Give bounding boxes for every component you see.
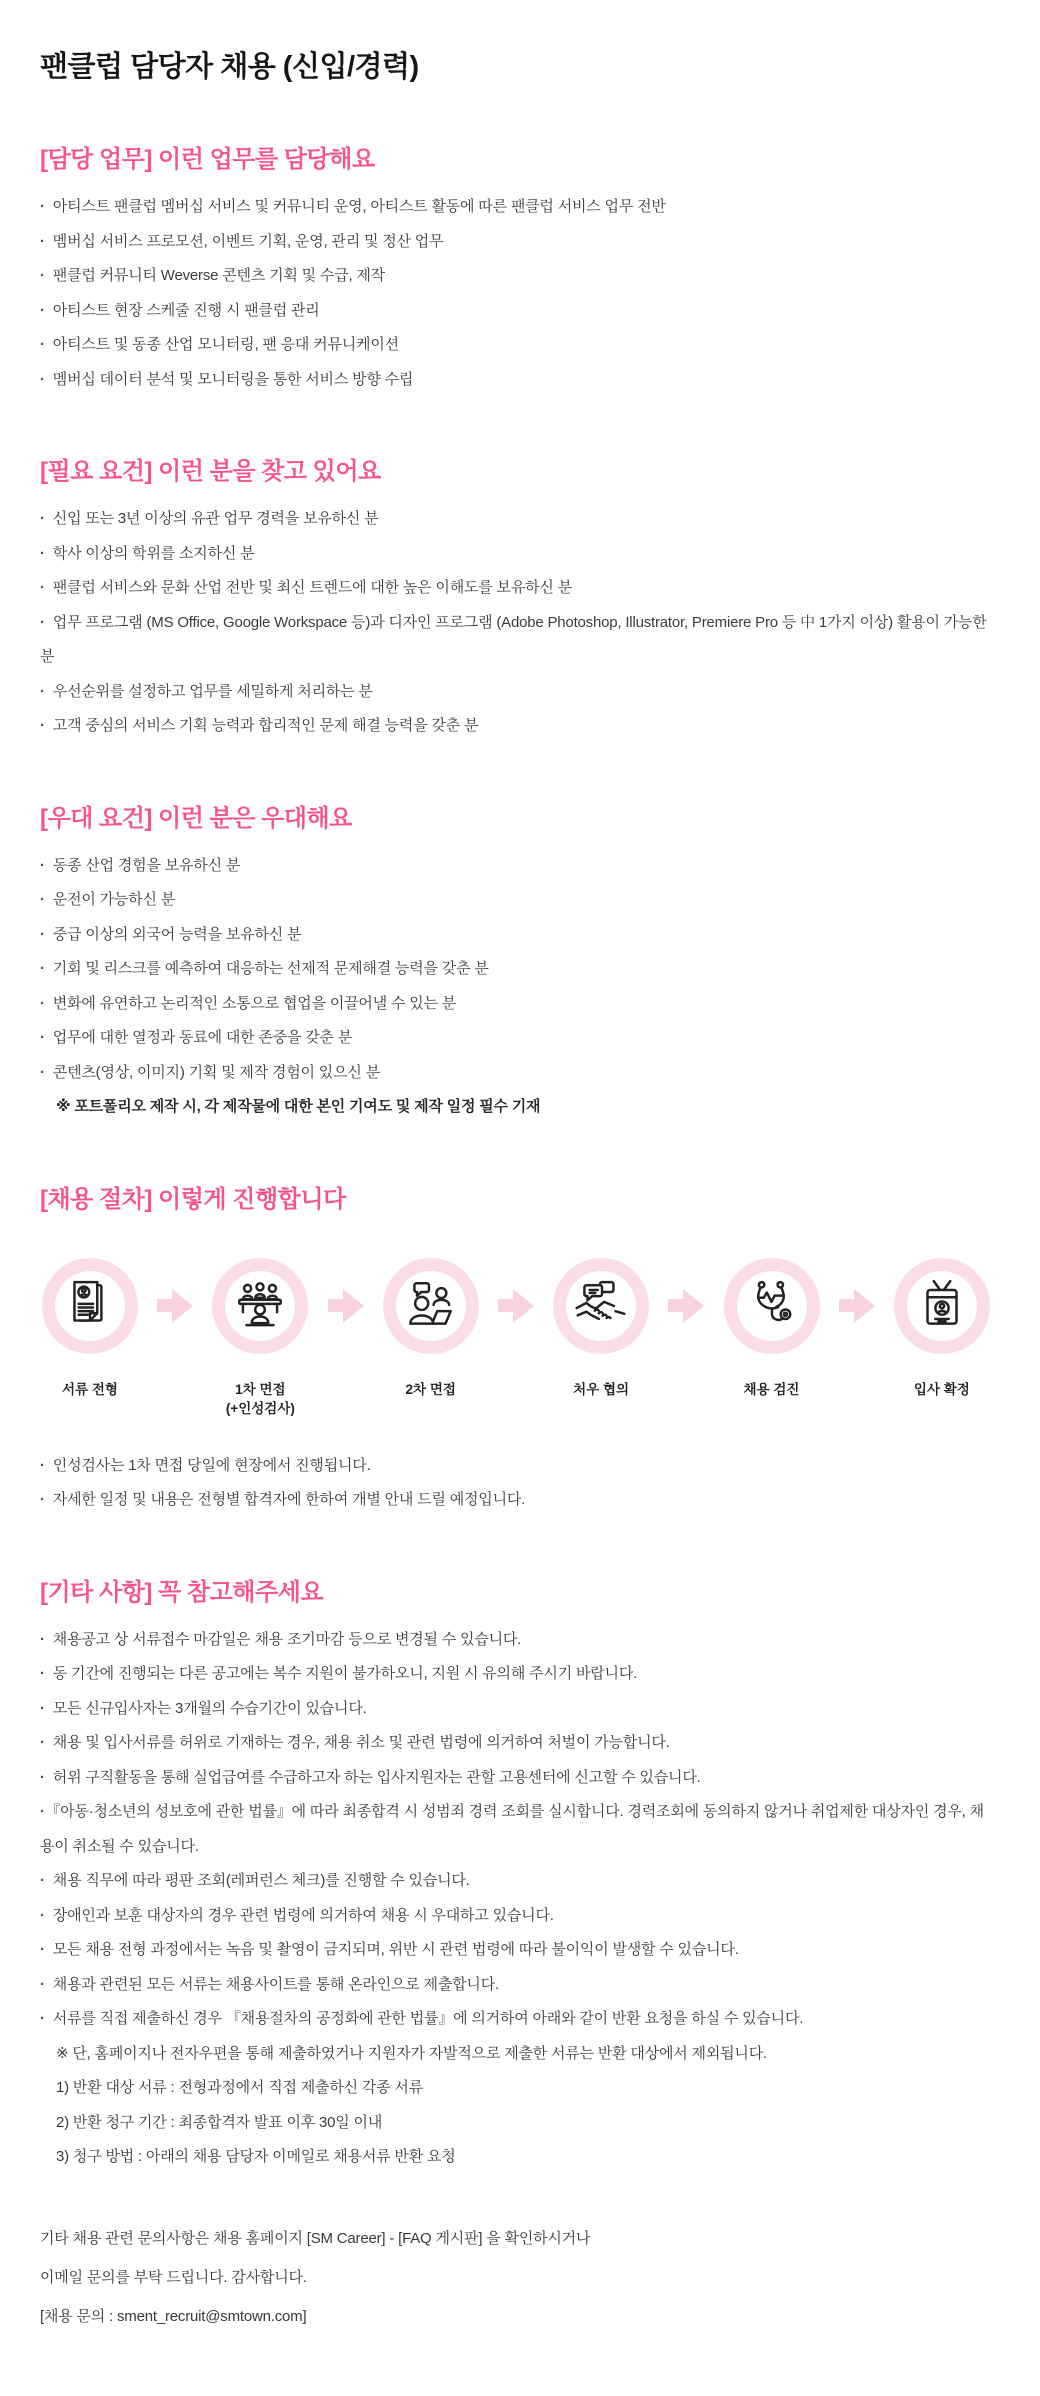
step-label: 서류 전형: [62, 1381, 118, 1397]
step-circle: [212, 1258, 308, 1354]
list-item: · 장애인과 보훈 대상자의 경우 관련 법령에 의거하여 채용 시 우대하고 있습니다.: [40, 1899, 992, 1934]
process-step-second-interview: [383, 1258, 479, 1400]
process-step-first-interview: [212, 1258, 308, 1419]
handshake-icon: [572, 1277, 630, 1335]
list-item: · 『아동·청소년의 성보호에 관한 법률』에 따라 최종합격 시 성범죄 경력 조회를 실시합니다. 경력조회에 동의하지 않거나 취업제한 대상자인 경우, 채용이 취소될 수 있습니다.: [40, 1795, 992, 1864]
list-item: · 팬클럽 커뮤니티 Weverse 콘텐츠 기획 및 수급, 제작: [40, 259, 992, 294]
list-item: · 아티스트 및 동종 산업 모니터링, 팬 응대 커뮤니케이션: [40, 328, 992, 363]
list-item: · 채용과 관련된 모든 서류는 채용사이트를 통해 온라인으로 제출합니다.: [40, 1968, 992, 2003]
list-item: · 아티스트 팬클럽 멤버십 서비스 및 커뮤니티 운영, 아티스트 활동에 따른 팬클럽 서비스 업무 전반: [40, 190, 992, 225]
list-item: · 학사 이상의 학위를 소지하신 분: [40, 537, 992, 572]
return-exclusion-note: ※ 단, 홈페이지나 전자우편을 통해 제출하였거나 지원자가 자발적으로 제출한 서류는 반환 대상에서 제외됩니다.: [56, 2044, 767, 2062]
process-step-document-screening: [42, 1258, 138, 1400]
section-requirements: [40, 451, 992, 744]
step-circle: [553, 1258, 649, 1354]
list-item: · 우선순위를 설정하고 업무를 세밀하게 처리하는 분: [40, 675, 992, 710]
step-circle: [383, 1258, 479, 1354]
list-item: · 변화에 유연하고 논리적인 소통으로 협업을 이끌어낼 수 있는 분: [40, 987, 992, 1022]
step-label: 처우 협의: [573, 1381, 630, 1397]
list-item: · 허위 구직활동을 통해 실업급여를 수급하고자 하는 입사지원자는 관할 고용센터에 신고할 수 있습니다.: [40, 1761, 992, 1796]
process-step-offer-confirmed: [894, 1258, 990, 1400]
numbered-item: 2) 반환 청구 기간 : 최종합격자 발표 이후 30일 이내: [56, 2113, 383, 2131]
list-item: · 인성검사는 1차 면접 당일에 현장에서 진행됩니다.: [40, 1449, 992, 1484]
contact-footer: [40, 2219, 992, 2336]
section-duties: [40, 139, 992, 397]
section-heading-etc: [기타 사항] 꼭 참고해주세요: [40, 1578, 324, 1606]
id-badge-icon: [913, 1277, 971, 1335]
list-item: · 채용 및 입사서류를 허위로 기재하는 경우, 채용 취소 및 관련 법령에 의거하여 처벌이 가능합니다.: [40, 1726, 992, 1761]
section-heading-duties: [담당 업무] 이런 업무를 담당해요: [40, 146, 375, 173]
arrow-right-icon: [157, 1289, 193, 1323]
step-label: 2차 면접: [405, 1381, 456, 1397]
section-etc: [40, 1572, 992, 2175]
process-step-medical-checkup: [724, 1258, 820, 1400]
step-circle: [724, 1258, 820, 1354]
list-item: · 업무 프로그램 (MS Office, Google Workspace 등)과 디자인 프로그램 (Adobe Photoshop, Illustrator, Premiere Pro 등 中 1가지 이상) 활용이 가능한 분: [40, 606, 992, 675]
step-sublabel: (+인성검사): [225, 1401, 295, 1417]
step-label: 채용 검진: [743, 1381, 800, 1397]
list-item: · 동 기간에 진행되는 다른 공고에는 복수 지원이 불가하오니, 지원 시 유의해 주시기 바랍니다.: [40, 1657, 992, 1692]
step-circle: [894, 1258, 990, 1354]
list-item: · 고객 중심의 서비스 기획 능력과 합리적인 문제 해결 능력을 갖춘 분: [40, 709, 992, 744]
arrow-right-icon: [839, 1289, 875, 1323]
section-heading-preferred: [우대 요건] 이런 분은 우대해요: [40, 804, 352, 832]
list-item: · 채용 직무에 따라 평판 조회(레퍼런스 체크)를 진행할 수 있습니다.: [40, 1864, 992, 1899]
list-item: · 서류를 직접 제출하신 경우 『채용절차의 공정화에 관한 법률』에 의거하여 아래와 같이 반환 요청을 하실 수 있습니다.: [40, 2002, 992, 2037]
section-process: [40, 1179, 992, 1518]
arrow-right-icon: [668, 1289, 704, 1323]
process-step-offer-negotiation: [553, 1258, 649, 1400]
section-heading-requirements: [필요 요건] 이런 분을 찾고 있어요: [40, 458, 381, 485]
list-item: · 멤버십 데이터 분석 및 모니터링을 통한 서비스 방향 수립: [40, 363, 992, 398]
step-label: 입사 확정: [913, 1381, 970, 1397]
footer-line: 이메일 문의를 부탁 드립니다. 감사합니다.: [40, 2268, 307, 2286]
numbered-item: 3) 청구 방법 : 아래의 채용 담당자 이메일로 채용서류 반환 요청: [56, 2148, 456, 2166]
list-item: · 기회 및 리스크를 예측하여 대응하는 선제적 문제해결 능력을 갖춘 분: [40, 952, 992, 987]
list-item: · 팬클럽 서비스와 문화 산업 전반 및 최신 트렌드에 대한 높은 이해도를 보유하신 분: [40, 571, 992, 606]
list-item: · 멤버십 서비스 프로모션, 이벤트 기획, 운영, 관리 및 정산 업무: [40, 225, 992, 260]
process-flow: [42, 1258, 990, 1419]
section-preferred: [40, 798, 992, 1125]
footer-line: 기타 채용 관련 문의사항은 채용 홈페이지 [SM Career] - [FAQ 게시판] 을 확인하시거나: [40, 2229, 591, 2247]
arrow-right-icon: [498, 1289, 534, 1323]
list-item: · 동종 산업 경험을 보유하신 분: [40, 849, 992, 884]
resume-icon: [61, 1277, 119, 1335]
list-item: · 콘텐츠(영상, 이미지) 기획 및 제작 경험이 있으신 분: [40, 1056, 992, 1091]
step-label: 1차 면접: [235, 1381, 286, 1397]
arrow-right-icon: [328, 1289, 364, 1323]
section-heading-process: [채용 절차] 이렇게 진행합니다: [40, 1185, 346, 1213]
interview-panel-icon: [231, 1277, 289, 1335]
numbered-item: 1) 반환 대상 서류 : 전형과정에서 직접 제출하신 각종 서류: [56, 2079, 423, 2097]
portfolio-note: ※ 포트폴리오 제작 시, 각 제작물에 대한 본인 기여도 및 제작 일정 필수 기재: [56, 1098, 541, 1115]
contact-email-line: [채용 문의 : sment_recruit@smtown.com]: [40, 2307, 307, 2325]
step-circle: [42, 1258, 138, 1354]
stethoscope-icon: [743, 1277, 801, 1335]
list-item: · 운전이 가능하신 분: [40, 883, 992, 918]
conversation-icon: [402, 1277, 460, 1335]
page-title: 팬클럽 담당자 채용 (신입/경력): [40, 51, 419, 83]
list-item: · 업무에 대한 열정과 동료에 대한 존중을 갖춘 분: [40, 1021, 992, 1056]
list-item: · 채용공고 상 서류접수 마감일은 채용 조기마감 등으로 변경될 수 있습니다.: [40, 1623, 992, 1658]
list-item: · 모든 채용 전형 과정에서는 녹음 및 촬영이 금지되며, 위반 시 관련 법령에 따라 불이익이 발생할 수 있습니다.: [40, 1933, 992, 1968]
list-item: · 신입 또는 3년 이상의 유관 업무 경력을 보유하신 분: [40, 502, 992, 537]
list-item: · 모든 신규입사자는 3개월의 수습기간이 있습니다.: [40, 1692, 992, 1727]
list-item: · 중급 이상의 외국어 능력을 보유하신 분: [40, 918, 992, 953]
list-item: · 아티스트 현장 스케줄 진행 시 팬클럽 관리: [40, 294, 992, 329]
list-item: · 자세한 일정 및 내용은 전형별 합격자에 한하여 개별 안내 드릴 예정입니다.: [40, 1483, 992, 1518]
